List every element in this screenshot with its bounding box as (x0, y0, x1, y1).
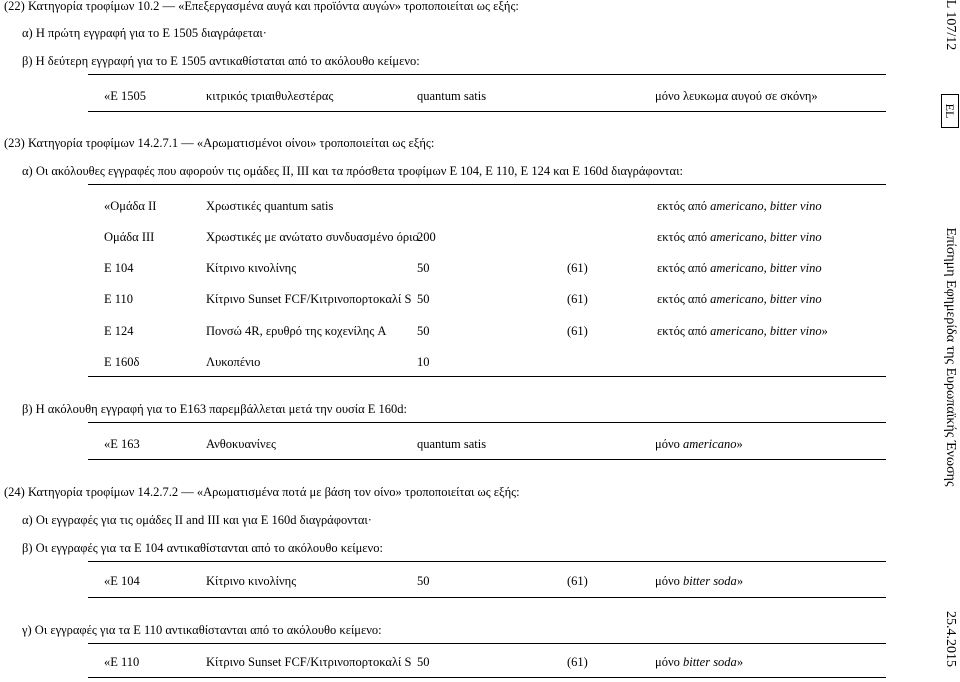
restriction-prefix: εκτός από (657, 230, 711, 244)
cell-limit: 50 (417, 655, 430, 669)
restriction-products: americano, bitter vino (710, 292, 822, 306)
restriction-prefix: εκτός από (657, 292, 711, 306)
section-22-item-b: β) Η δεύτερη εγγραφή για το E 1505 αντικαθίσταται από το ακόλουθο κείμενο: (22, 54, 420, 68)
cell-restriction (655, 438, 743, 451)
cell-footnote: (61) (567, 292, 588, 306)
restriction-prefix: μόνο (655, 574, 683, 588)
table-rule (88, 597, 886, 598)
section-23-heading: (23) Κατηγορία τροφίμων 14.2.7.1 — «Αρωματισμένοι οίνοι» τροποποιείται ως εξής: (4, 136, 435, 150)
cell-substance: Χρωστικές quantum satis (206, 199, 334, 213)
section-22-item-a: α) Η πρώτη εγγραφή για το E 1505 διαγράφεται· (22, 26, 267, 40)
cell-code: E 104 (104, 261, 134, 275)
cell-restriction: μόνο λευκωμα αυγού σε σκόνη» (655, 89, 818, 103)
closing-quote: » (821, 324, 828, 338)
section-23-item-a: α) Οι ακόλουθες εγγραφές που αφορούν τις ομάδες II, III και τα πρόσθετα τροφίμων E 104, E 110, E 124 και E 160d διαγράφονται: (22, 164, 683, 178)
cell-limit: 10 (417, 355, 430, 369)
restriction-products: americano, bitter vino (710, 324, 822, 338)
journal-title: Επίσημη Εφημερίδα της Ευρωπαϊκής Ένωσης (943, 227, 958, 487)
table-rule (88, 422, 886, 423)
cell-substance: Λυκοπένιο (206, 355, 261, 369)
table-rule (88, 677, 886, 678)
restriction-products: americano, bitter vino (710, 199, 822, 213)
cell-code: «E 104 (104, 574, 140, 588)
closing-quote: » (736, 437, 743, 451)
page-reference: L 107/12 (943, 0, 958, 51)
section-24-item-a: α) Οι εγγραφές για τις ομάδες II and III και για E 160d διαγράφονται· (22, 513, 372, 527)
cell-code: «E 1505 (104, 89, 147, 103)
cell-limit: quantum satis (417, 437, 487, 451)
cell-footnote: (61) (567, 655, 588, 669)
table-rule (88, 74, 886, 75)
table-rule (88, 376, 886, 377)
cell-restriction (657, 262, 822, 275)
cell-substance: Πονσώ 4R, ερυθρό της κοχενίλης A (206, 324, 387, 338)
cell-code: «Ομάδα II (104, 199, 157, 213)
restriction-products: americano (682, 437, 737, 451)
cell-substance: Κίτρινο κινολίνης (206, 261, 297, 275)
table-rule (88, 459, 886, 460)
restriction-products: americano, bitter vino (710, 230, 822, 244)
section-22-heading: (22) Κατηγορία τροφίμων 10.2 — «Επεξεργασμένα αυγά και προϊόντα αυγών» τροποποιείται ως εξής: (4, 0, 519, 13)
table-rule (88, 561, 886, 562)
table-rule (88, 643, 886, 644)
restriction-products: americano, bitter vino (710, 261, 822, 275)
cell-limit: quantum satis (417, 89, 487, 103)
closing-quote: » (736, 574, 744, 588)
cell-limit: 50 (417, 261, 430, 275)
cell-limit: 50 (417, 292, 430, 306)
cell-restriction (657, 200, 822, 213)
cell-footnote: (61) (567, 574, 588, 588)
section-23-item-b: β) Η ακόλουθη εγγραφή για το E163 παρεμβάλλεται μετά την ουσία E 160d: (22, 402, 408, 416)
language-code: EL (943, 103, 957, 119)
cell-code: E 160δ (104, 355, 140, 369)
restriction-prefix: μόνο (655, 437, 683, 451)
cell-code: Ομάδα III (104, 230, 155, 244)
cell-substance: Κίτρινο Sunset FCF/Κιτρινοπορτοκαλί S (206, 292, 412, 306)
restriction-products: bitter soda (682, 574, 737, 588)
section-24-item-b: β) Οι εγγραφές για τα E 104 αντικαθίστανται από το ακόλουθο κείμενο: (22, 541, 383, 555)
cell-substance: Κίτρινο κινολίνης (206, 574, 297, 588)
cell-code: «E 163 (104, 437, 140, 451)
cell-restriction (657, 325, 828, 338)
language-box (941, 94, 959, 128)
cell-substance: Χρωστικές με ανώτατο συνδυασμένο όριο (206, 230, 419, 244)
cell-limit: 200 (417, 230, 436, 244)
restriction-prefix: μόνο (655, 655, 683, 669)
restriction-prefix: εκτός από (657, 324, 711, 338)
cell-code: E 124 (104, 324, 134, 338)
section-24-heading: (24) Κατηγορία τροφίμων 14.2.7.2 — «Αρωματισμένα ποτά με βάση τον οίνο» τροποποιείται ως εξής: (4, 485, 520, 499)
cell-code: E 110 (104, 292, 134, 306)
cell-restriction (657, 293, 822, 306)
cell-code: «E 110 (104, 655, 140, 669)
cell-limit: 50 (417, 574, 430, 588)
restriction-prefix: εκτός από (657, 199, 711, 213)
cell-restriction (655, 656, 743, 669)
table-rule (88, 184, 886, 185)
cell-limit: 50 (417, 324, 430, 338)
cell-restriction (655, 575, 743, 588)
cell-restriction (657, 231, 822, 244)
publication-date: 25.4.2015 (943, 611, 958, 667)
restriction-prefix: εκτός από (657, 261, 711, 275)
cell-footnote: (61) (567, 324, 588, 338)
table-rule (88, 111, 886, 112)
section-24-item-c: γ) Οι εγγραφές για τα E 110 αντικαθίστανται από το ακόλουθο κείμενο: (22, 623, 382, 637)
closing-quote: » (736, 655, 744, 669)
cell-substance: Κίτρινο Sunset FCF/Κιτρινοπορτοκαλί S (206, 655, 412, 669)
restriction-products: bitter soda (682, 655, 737, 669)
cell-substance: Ανθοκυανίνες (206, 437, 276, 451)
cell-substance: κιτρικός τριαιθυλεστέρας (206, 89, 334, 103)
cell-footnote: (61) (567, 261, 588, 275)
